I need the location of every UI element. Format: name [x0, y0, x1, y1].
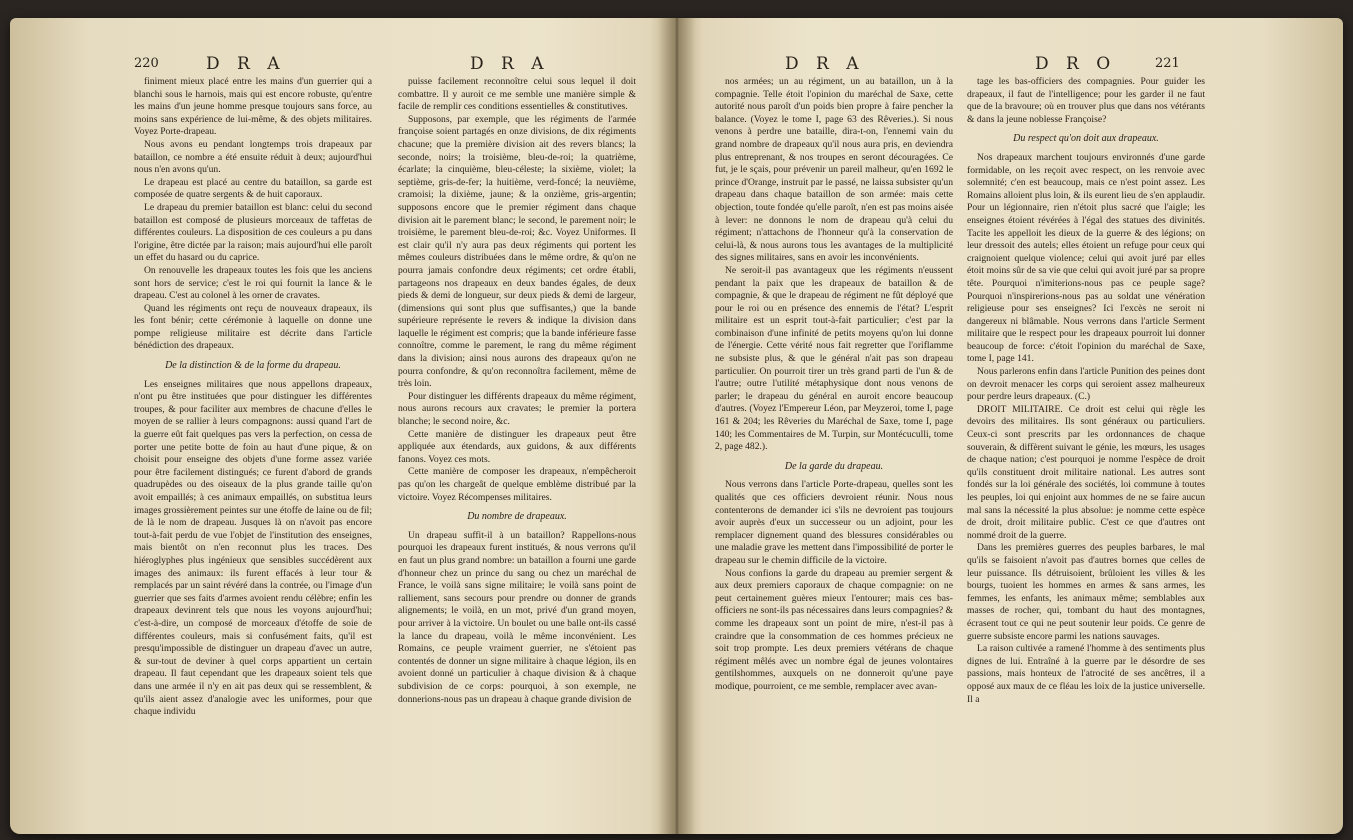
paragraph: La raison cultivée a ramené l'homme à des sentiments plus dignes de lui. Entraîné à la guerre par le désordre de ses passions, mais honteux de l'atrocité de ses ancêtres, il a opposé aux maux de ce fléau les loix de la justice universelle. Il a	[967, 643, 1205, 705]
page-number-right: 221	[1155, 56, 1180, 71]
paragraph: Quand les régiments ont reçu de nouveaux drapeaux, ils les font bénir; cette cérémonie à laquelle on donne une pompe religieuse militaire est décrite dans l'article bénédiction des drapeaux.	[134, 302, 372, 352]
right-page	[677, 18, 1343, 834]
paragraph: Dans les premières guerres des peuples barbares, le mal qu'ils se faisoient n'avoit pas d'autres bornes que celles de leur puissance. Ils détruisoient, brûloient les villes & les bourgs, tuoient les hommes en armes & sans armes, les femmes, les enfants, les animaux même; semblables aux masses de rocher, qui, tombant du haut des montagnes, écrasent tout ce qui ne peut soutenir leur poids. Ce genre de guerre subsiste encore parmi les nations sauvages.	[967, 542, 1205, 642]
paragraph: Nous parlerons enfin dans l'article Punition des peines dont on devroit menacer les corps qui seroient assez malheureux pour perdre leurs drapeaux. (C.)	[967, 366, 1205, 403]
paragraph: tage les bas-officiers des compagnies. Pour guider les drapeaux, il faut de l'intelligence; pour les garder il ne faut que de la bravoure; où en trouver plus que dans nos vétérants & dans la jeune noblesse Françoise?	[967, 76, 1205, 125]
paragraph: On renouvelle les drapeaux toutes les fois que les anciens sont hors de service; c'est le roi qui fournit la lance & le drapeau. C'est au colonel à les orner de cravates.	[134, 264, 372, 302]
book-spread	[10, 18, 1343, 834]
paragraph: Cette manière de composer les drapeaux, n'empêcheroit pas qu'on les chargeât de quelque emblème distribué par la victoire. Voyez Récompenses militaires.	[398, 466, 636, 503]
paragraph: Nous verrons dans l'article Porte-drapeau, quelles sont les qualités que ces officiers devroient réunir. Nous nous contenterons de demander ici s'ils ne devroient pas toujours avoir auprès d'eux un successeur ou un adjoint, pour les remplacer dignement quand des blessures considérables ou une maladie grave les mettent dans l'impossibilité de porter le drapeau sur le chemin difficile de la victoire.	[715, 479, 953, 566]
paragraph: Un drapeau suffit-il à un bataillon? Rappellons-nous pourquoi les drapeaux furent institués, & nous verrons qu'il en faut un plus grand nombre: un bataillon a fourni une garde d'honneur chez un prince du sang ou chez un maréchal de France, le voilà sans signe militaire; le voilà sans point de ralliement, sans secours pour prendre ou donner de grands alignements; le voilà, en un mot, privé d'un grand moyen, pour arriver à la victoire. Un boulet ou une balle ont-ils cassé la lance du drapeau, voilà le même inconvénient. Les Romains, ce peuple vraiment guerrier, ne s'étoient pas contentés de donner un signe militaire à chaque légion, ils en avoient donné un particulier à chaque division & à chaque subdivision de ce corps: pourquoi, à son exemple, ne donnerions-nous pas un drapeau à chaque grande division de	[398, 529, 636, 705]
running-head-left-col1: D R A	[206, 54, 286, 74]
paragraph: DROIT MILITAIRE. Ce droit est celui qui règle les devoirs des militaires. Ils sont généraux ou particuliers. Ceux-ci sont prescrits par les ordonnances de chaque souverain, & diffèrent suivant le génie, les mœurs, les usages de chaque nation; c'est pourquoi je nomme l'espèce de droit qu'ils constituent droit militaire national. Les autres sont fondés sur la loi générale des sociétés, loi commune à toutes les peuples, loi qui enjoint aux hommes de ne se faire aucun mal sans la nécessité la plus absolue: je nomme cette espèce de droit, droit militaire public. C'est ce que d'autres ont nommé droit de la guerre.	[967, 403, 1205, 541]
running-head-left-col2: D R A	[470, 54, 550, 74]
paragraph: Nous avons eu pendant longtemps trois drapeaux par bataillon, ce nombre a été ensuite réduit à deux; aujourd'hui nous n'en avons qu'un.	[134, 138, 372, 176]
paragraph: finiment mieux placé entre les mains d'un guerrier qui a blanchi sous le harnois, mais qui est encore robuste, qu'entre les mains d'un jeune homme presque toujours sans force, au moins sans expérience de lui-même, & des objets militaires. Voyez Porte-drapeau.	[134, 76, 372, 138]
paragraph: Ne seroit-il pas avantageux que les régiments n'eussent pendant la paix que les drapeaux de bataillon & de compagnie, & que le drapeau de régiment ne fût déployé que pour le roi ou en présence des ennemis de l'état? L'esprit militaire est un esprit tout-à-fait particulier; c'est par la combinaison d'une infinité de petits moyens qu'on lui donne de l'énergie. Cette vérité nous fait regretter que l'oriflamme ne subsiste plus, & que le général n'ait pas son drapeau particulier. On pourroit tirer un très grand parti de l'un & de l'autre; outre l'utilité métaphysique dont nous venons de parler; le drapeau du général en auroit encore beaucoup d'autres. (Voyez l'Empereur Léon, par Meyzeroi, tome I, page 161 & 204; les Rêveries du Maréchal de Saxe, tome I, page 140; les Commentaires de M. Turpin, sur Montécuculli, tome 2, page 482.).	[715, 264, 953, 453]
left-page	[10, 18, 676, 834]
paragraph: Le drapeau est placé au centre du bataillon, sa garde est composée de quatre sergents & de huit caporaux.	[134, 176, 372, 201]
section-heading: Du nombre de drapeaux.	[467, 511, 567, 523]
paragraph: Les enseignes militaires que nous appellons drapeaux, n'ont pu être instituées que pour distinguer les différentes troupes, & pour faciliter aux membres de chacune d'elles le moyen de se rallier à leurs compagnons: aussi quand l'art de la guerre eût fait quelques pas vers la perfection, on cessa de porter une petite botte de foin au haut d'une pique, & on choisit pour enseigne des objets d'une forme assez variée pour être facilement distingués; ce furent d'abord de grands quadrupèdes ou des oiseaux de la plus grande taille qu'on avoit empaillés; à ces animaux empaillés, on substitua leurs images grossièrement peintes sur une étoffe de laine ou de fil; de là le nom de drapeau. Jusques là on n'avoit pas encore tout-à-fait perdu de vue l'objet de l'institution des enseignes, mais bientôt on n'en reconnut plus les traces. Des hiéroglyphes plus ingénieux que sensibles succédèrent aux images des animaux: ils furent effacés à leur tour & remplacés par un saint révéré dans la contrée, ou l'image d'un guerrier que ses faits d'armes avoient rendu célèbre; enfin les drapeaux devinrent tels que nous les voyons aujourd'hui; c'est-à-dire, un composé de morceaux d'étoffe de soie de différentes couleurs, mais si confusément faits, qu'il est presqu'impossible de distinguer un drapeau d'avec un autre, & sur-tout de deviner à quel corps appartient un certain drapeau. Il faut cependant que les drapeaux soient tels que dans une armée il n'y en ait pas deux qui se ressemblent, & qu'ils aient assez d'analogie avec les uniformes, pour que chaque individu	[134, 378, 372, 718]
paragraph: puisse facilement reconnoître celui sous lequel il doit combattre. Il y auroit ce me semble une manière simple & facile de remplir ces conditions essentielles & constitutives.	[398, 76, 636, 113]
right-running-head	[677, 54, 1343, 76]
paragraph: Nous confions la garde du drapeau au premier sergent & aux deux premiers caporaux de chaque compagnie: on ne peut certainement guères mieux l'entourer; mais ces bas-officiers ne sont-ils pas nécessaires dans leurs compagnies? & comme les drapeaux sont un point de mire, n'est-il pas à craindre que la consommation de ces hommes précieux ne soit trop prompte. Les deux premiers vétérans de chaque régiment mêlés avec un nombre égal de jeunes volontaires gentilshommes, auxquels on ne donneroit qu'une paye modique, pourroient, ce me semble, remplacer avec avan-	[715, 567, 953, 692]
left-running-head	[10, 54, 676, 76]
paragraph: nos armées; un au régiment, un au bataillon, un à la compagnie. Telle étoit l'opinion du maréchal de Saxe, cette autorité nous paroît d'un poids bien propre à faire pencher la balance. (Voyez le tome I, page 63 des Rêveries.). Si nous venons à perdre une bataille, dira-t-on, l'ennemi vain du grand nombre de drapeaux qu'il nous aura pris, en deviendra plus entreprenant, & nos troupes en seront découragées. Ce fut, je le sçais, pour prévenir un pareil malheur, qu'en 1692 le prince d'Orange, instruit par le passé, ne laissa subsister qu'un drapeau dans chaque bataillon de son armée: mais cette objection, toute fondée qu'elle paroît, n'en est pas moins aisée à lever: ne donnons le nom de drapeau qu'à celui du régiment; n'attachons de l'honneur qu'à la conservation de celui-là, & nous aurons tous les avantages de la multiplicité des signes militaires, sans en avoir les inconvénients.	[715, 76, 953, 264]
paragraph: Nos drapeaux marchent toujours environnés d'une garde formidable, on les reçoit avec respect, on les renvoie avec solemnité; c'en est beaucoup, mais ce n'est point assez. Les Romains alloient plus loin, & ils eurent lieu de s'en applaudir. Pour un légionnaire, rien n'étoit plus sacré que l'aigle; les enseignes étoient révérées à l'égal des statues des divinités. Tacite les appelloit les dieux de la guerre & des légions; on leur dressoit des autels; elles étoient un refuge pour ceux qui craignoient quelque violence; celui qui avoit juré par elles étoit moins sûr de sa vie que celui qui avoit juré par sa propre tête. Pourquoi n'imiterions-nous pas ce peuple sage? Pourquoi n'inspirerions-nous pas au soldat une vénération religieuse pour ses enseignes? Ici l'excès ne seroit ni dangereux ni blâmable. Nous verrons dans l'article Serment militaire que le respect pour les drapeaux pourroit lui donner beaucoup de force: c'étoit l'opinion du maréchal de Saxe, tome I, page 141.	[967, 151, 1205, 365]
section-heading: De la distinction & de la forme du drapeau.	[165, 360, 341, 372]
left-page-column-2	[398, 76, 636, 826]
running-head-right-col1: D R A	[785, 54, 865, 74]
paragraph: Cette manière de distinguer les drapeaux peut être appliquée aux étendards, aux guidons, & aux différents fanons. Voyez ces mots.	[398, 428, 636, 465]
paragraph: Supposons, par exemple, que les régiments de l'armée françoise soient partagés en onze divisions, de dix régiments chacune; que la première division ait des revers blancs; la seconde, noirs; la troisième, bleu-de-roi; la quatrième, écarlate; la cinquième, bleu-céleste; la sixième, violet; la septième, gris-de-fer; la huitième, verd-foncé; la neuvième, cramoisi; la dixième, jaune; & la onzième, gris-argentin; supposons encore que le premier régiment dans chaque division ait le parement blanc; le second, le parement noir; le troisième, le parement bleu-de-roi; &c. Voyez Uniformes. Il est clair qu'il n'y aura pas deux régiments qui portent les mêmes couleurs distribuées dans le même ordre, & qu'on ne pourra jamais confondre deux régiments; cet ordre établi, partageons nos drapeaux en deux bandes égales, de deux pieds & demi de longueur, sur deux pieds & demi de largeur, (dimensions qui sont plus que suffisantes,) que la bande supérieure représente le revers & indique la division dans laquelle le régiment est compris; que la bande inférieure fasse connoître, comme le parement, le rang du même régiment dans la division; ainsi nous aurons des drapeaux qu'on ne pourra confondre, & qu'on reconnoîtra facilement, même de très loin.	[398, 113, 636, 390]
paragraph: Pour distinguer les différents drapeaux du même régiment, nous aurons recours aux cravates; le premier la portera blanche; le second noire, &c.	[398, 390, 636, 428]
section-heading: Du respect qu'on doit aux drapeaux.	[1013, 133, 1159, 145]
page-number-left: 220	[134, 56, 159, 71]
section-heading: De la garde du drapeau.	[784, 460, 884, 472]
right-page-column-2	[967, 76, 1205, 826]
paragraph: Le drapeau du premier bataillon est blanc: celui du second bataillon est composé de plusieurs morceaux de taffetas de différentes couleurs. La disposition de ces couleurs a pu dans l'origine, être dictée par la raison; mais aujourd'hui elle paroît un effet du hasard ou du caprice.	[134, 201, 372, 264]
running-head-right-col2: D R O	[1035, 54, 1117, 74]
left-page-column-1	[134, 76, 372, 826]
right-page-column-1	[715, 76, 953, 826]
